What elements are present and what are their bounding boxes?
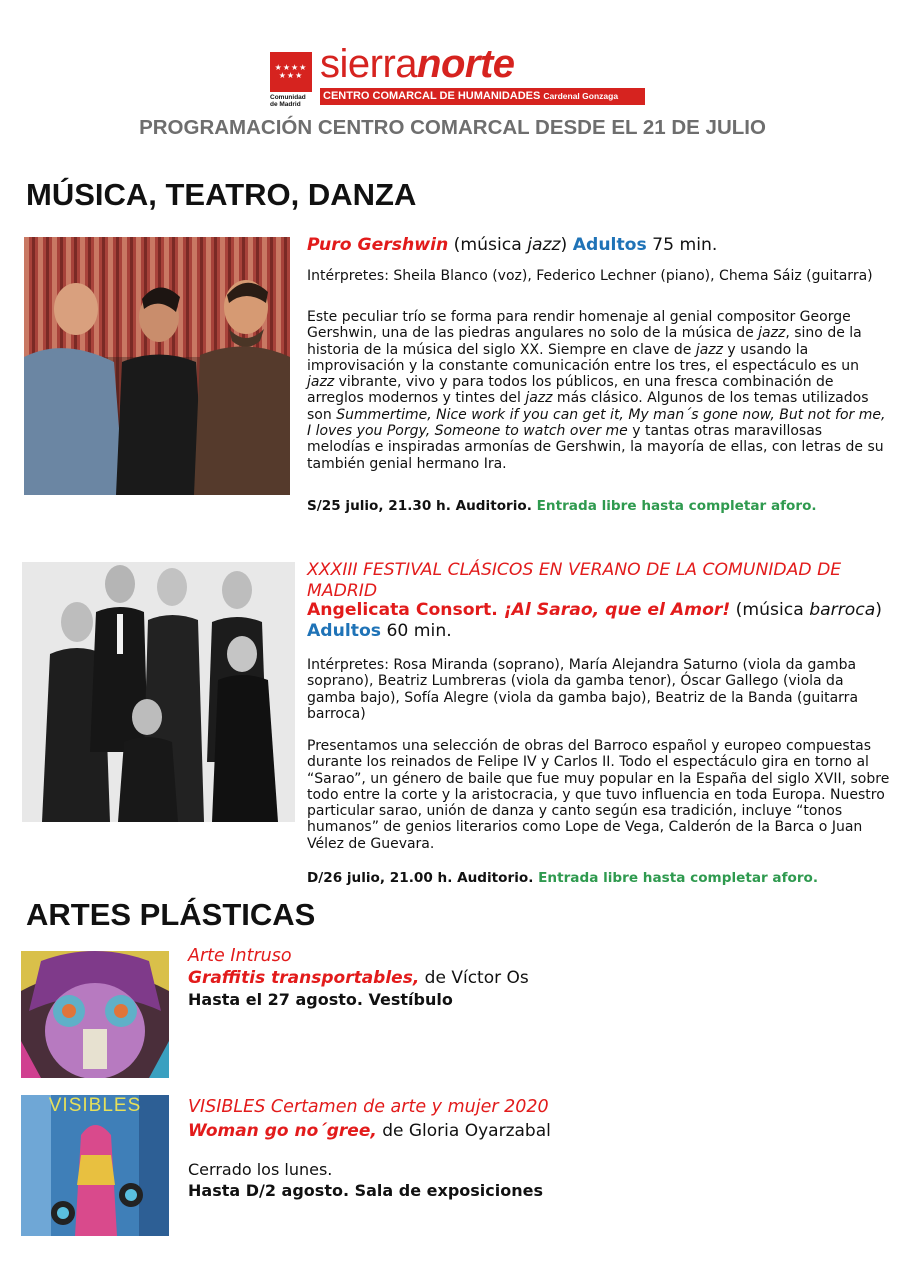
brand-wordmark: sierranorte (320, 42, 515, 86)
section-title-arts: ARTES PLÁSTICAS (26, 897, 316, 932)
art-series-intruso: Arte Intruso (188, 946, 292, 966)
event-photo-gershwin (24, 237, 290, 495)
event-festival-name: XXXIII FESTIVAL CLÁSICOS EN VERANO DE LA COMUNIDAD DE MADRID (307, 560, 842, 601)
section-title-music: MÚSICA, TEATRO, DANZA (26, 177, 417, 212)
event-title-gershwin: Puro Gershwin (música jazz) Adultos 75 min. (307, 235, 718, 255)
logo-cam-text: Comunidad de Madrid (270, 94, 306, 108)
art-note-closed: Cerrado los lunes. (188, 1160, 333, 1179)
audience-badge: Adultos (572, 235, 647, 255)
event-date-angelicata: D/26 julio, 21.00 h. Auditorio. Entrada libre hasta completar aforo. (307, 870, 819, 886)
entry-note: Entrada libre hasta completar aforo. (538, 870, 819, 886)
art-dates-graffitis: Hasta el 27 agosto. Vestíbulo (188, 990, 453, 1009)
entry-note: Entrada libre hasta completar aforo. (536, 498, 817, 514)
art-image-visibles (21, 1095, 169, 1236)
brand-logo (270, 42, 645, 110)
art-dates-woman: Hasta D/2 agosto. Sala de exposiciones (188, 1181, 544, 1200)
page-subtitle: PROGRAMACIÓN CENTRO COMARCAL DESDE EL 21 DE JULIO (139, 116, 766, 139)
madrid-flag-icon: ★★★★ ★★★ (270, 52, 312, 92)
art-series-visibles: VISIBLES Certamen de arte y mujer 2020 (188, 1097, 549, 1117)
event-title-angelicata: Angelicata Consort. ¡Al Sarao, que el Amor! (música barroca) Adultos 60 min. (307, 600, 882, 641)
event-date-gershwin: S/25 julio, 21.30 h. Auditorio. Entrada libre hasta completar aforo. (307, 498, 817, 514)
art-image-caption: VISIBLES (48, 1095, 142, 1116)
art-title-woman: Woman go no´gree, de Gloria Oyarzabal (188, 1121, 551, 1141)
audience-badge: Adultos (307, 621, 381, 641)
art-image-graffitis (21, 951, 169, 1078)
event-performers-gershwin: Intérpretes: Sheila Blanco (voz), Federico Lechner (piano), Chema Sáiz (guitarra) (307, 268, 873, 284)
event-photo-angelicata (22, 562, 295, 822)
brand-bar: CENTRO COMARCAL DE HUMANIDADES Cardenal Gonzaga (320, 88, 645, 105)
event-description-gershwin: Este peculiar trío se forma para rendir homenaje al genial compositor George Gershwin, una de las piedras angulares no solo de la música de jazz, sino de la historia de la música del siglo XX. Siempre en clave de jazz y usando la improvisación y la constante comunicación entre los tres, el espectáculo es un jazz vibrante, vivo y para todos los públicos, en una fresca combinación de arreglos modernos y tintes del jazz más clásico. Algunos de los temas utilizados son Summertime, Nice work if you can get it, My man´s gone now, But not for me, I loves you Porgy, Someone to watch over me y tantas otras maravillosas melodías e inspiradas armonías de Gershwin, la mayoría de ellas, con letras de su también genial hermano Ira. (307, 309, 886, 472)
art-title-graffitis: Graffitis transportables, de Víctor Os (188, 968, 529, 988)
event-description-angelicata: Presentamos una selección de obras del Barroco español y europeo compuestas durante los reinados de Felipe IV y Carlos II. Todo el espectáculo gira en torno al “Sarao”, un género de baile que fue muy popular en la España del siglo XVII, sobre todo entre la corte y la aristocracia, y que tuvo influencia en toda Europa. Nuestro particular sarao, unión de danza y canto según esa tradición, incluye “tonos humanos” de genios literarios como Lope de Vega, Calderón de la Barca o Juan Vélez de Guevara. (307, 738, 890, 852)
event-performers-angelicata: Intérpretes: Rosa Miranda (soprano), María Alejandra Saturno (viola da gamba soprano), Beatriz Lumbreras (viola da gamba tenor), Óscar Gallego (viola da gamba bajo), Sofía Alegre (viola da gamba bajo), Beatriz de la Banda (guitarra barroca) (307, 657, 859, 722)
